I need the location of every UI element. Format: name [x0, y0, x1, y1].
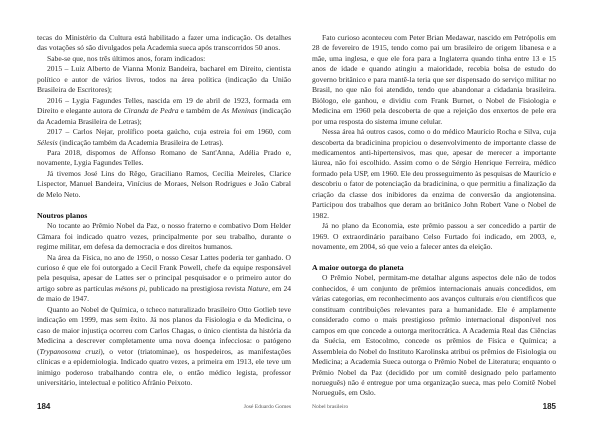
left-running-head: José Eduardo Gomes — [243, 404, 291, 410]
text-run: Sabe-se que, nos três últimos anos, foram indicados: — [47, 53, 206, 63]
italic-text: Nature — [247, 283, 269, 293]
italic-text: Trypanosoma cruzi — [39, 346, 101, 356]
paragraph — [37, 253, 291, 305]
italic-text: As Meninas — [221, 106, 258, 116]
section-heading — [37, 211, 291, 221]
right-running-head: Nobel brasileiro — [312, 404, 349, 410]
right-page-number: 185 — [542, 402, 556, 411]
text-run: , em 24 de maio de 1947. — [37, 283, 291, 304]
text-run: Para 2018, dispomos de Affonso Romano de Sant'Anna, Adélia Prado e, novamente, Lygia Fagundes Telles. — [37, 147, 291, 168]
paragraph — [37, 221, 291, 252]
text-run: e também de — [178, 106, 222, 116]
paragraph — [37, 54, 291, 64]
text-run: O Prêmio Nobel, permitam-me detalhar alguns aspectos dele não de todos conhecidos, é um conjunto de prêmios internacionais anuais concedidos, em várias categorias, em reconhecimento aos avanços culturais e/ou científicos que constituam contribuições relevantes para a humanidade. Ele é amplamente considerado como o mais prestigioso prêmio internacional disponível nos campos em que concede a outorga meritocrática. A Academia Real das Ciências da Suécia, em Estocolmo, concede os prêmios de Física e Química; a Assembleia do Nobel do Instituto Karolinska atribui os prêmios de Fisiologia ou Medicina; a Academia Sueca outorga o Prêmio Nobel de Literatura; enquanto o Prêmio Nobel da Paz (decidido por um comitê designado pelo parlamento norueguês) não é entregue por uma organização sueca, mas pelo Comitê Nobel Norueguês, em Oslo. — [312, 273, 556, 398]
text-run: Nessa área há outros casos, como o do médico Maurício Rocha e Silva, cuja descoberta da bradicinina propiciou o desenvolvimento de importante classe de medicamentos anti-hipertensivos, mas que, apesar de merecer a importante láurea, não foi escolhido. Assim como o de Sérgio Henrique Ferreira, médico formado pela USP, em 1960. Ele deu prosseguimento às pesquisas de Maurício e descobriu o fator de potenciação da bradicinina, o que permitiu a finalização da criação da classe dos inibidores da enzima de conversão da angiotensina. Participou dos trabalhos que deram ao britânico John Robert Vane o Nobel de 1982. — [312, 127, 556, 220]
text-run: 2017 – Carlos Nejar, prolífico poeta gaúcho, cuja estreia foi em 1960, com — [47, 127, 291, 137]
paragraph — [312, 221, 556, 252]
text-run: Já tivemos José Lins do Rêgo, Graciliano Ramos, Cecília Meireles, Clarice Lispector, Manuel Bandeira, Vinícius de Moraes, Nelson Rodrigues e João Cabral de Melo Neto. — [37, 168, 291, 199]
text-run: 2016 – Lygia Fagundes Telles, nascida em 19 de abril de 1923, formada em Direito e elegante autora de — [37, 95, 291, 116]
text-run: Já no plano da Economia, este prêmio passou a ser concedido a partir de 1969. O extraordinário paraibano Celso Furtado foi indicado, em 2003, e, novamente, em 2004, só que veio a falecer antes da eleição. — [312, 221, 556, 252]
italic-text: Ciranda de Pedra — [123, 106, 179, 116]
right-page-body — [312, 33, 556, 399]
paragraph — [312, 33, 556, 127]
section-heading — [312, 263, 556, 273]
text-run: Quanto ao Nobel de Química, o tcheco naturalizado brasileiro Otto Gotlieb teve indicação em 1999, mas sem êxito. Já nos planos da Fisiologia e da Medicina, o caso de maior injustiça ocorreu com Carlos Chagas, o único cientista da história da Medicina a descrever completamente uma nova doença infecciosa: o patógeno ( — [37, 304, 291, 356]
text-run: 2015 – Luiz Alberto de Vianna Moniz Bandeira, bacharel em Direito, cientista político e autor de vários livros, todos na área política (indicação da União Brasileira de Escritores); — [37, 64, 291, 95]
text-run: Na área da Física, no ano de 1950, o nosso Cesar Lattes poderia ter ganhado. O curioso é que ele foi outorgado a Cecil Frank Powell, chefe da equipe responsável pela pesquisa, apesar de Lattes ser o principal pesquisador e o primeiro autor do artigo sobre as partículas — [37, 252, 291, 293]
italic-text: mésons pi — [115, 283, 146, 293]
text-run: A maior outorga do planeta — [312, 263, 404, 273]
left-page-body — [37, 33, 291, 388]
paragraph — [37, 169, 291, 200]
text-run: tecas do Ministério da Cultura está habilitado a fazer uma indicação. Os detalhes das votações só são divulgados pela Academia sueca após transcorridos 50 anos. — [37, 33, 291, 53]
text-run: (indicação também da Academia Brasileira de Letras). — [57, 137, 224, 147]
paragraph — [37, 148, 291, 169]
paragraph — [312, 127, 556, 221]
paragraph — [37, 96, 291, 127]
left-page-number: 184 — [37, 402, 51, 411]
paragraph — [312, 273, 556, 398]
paragraph — [37, 305, 291, 389]
text-run: No tocante ao Prêmio Nobel da Paz, o nosso fraterno e combativo Dom Helder Câmara foi indicado quatro vezes, principalmente por seu trabalho, durante o regime militar, em defesa da democracia e dos direitos humanos. — [37, 221, 291, 252]
text-run: (indicação da Academia Brasileira de Letras); — [37, 106, 291, 126]
paragraph — [37, 64, 291, 95]
text-run: Fato curioso aconteceu com Peter Brian Medawar, nascido em Petrópolis em 28 de fevereiro de 1915, tendo como pai um brasileiro de origem libanesa e a mãe, uma inglesa, e que ele fora para a Inglaterra quando tinha entre 13 e 15 anos de idade e quando atingiu a maioridade, recebia bolsa de estudo do governo britânico e para mantê-la teria que ser dispensado do serviço militar no Brasil, no que não foi atendido, tendo que abandonar a cidadania brasileira. Biólogo, ele ganhou, e dividiu com Frank Burnet, o Nobel de Fisiologia e Medicina em 1960 pela descoberta de que a rejeição dos enxertos de pele era por uma resposta do sistema imune celular. — [312, 33, 556, 126]
text-run: , publicado na prestigiosa revista — [145, 283, 248, 293]
italic-text: Sélesis — [37, 137, 58, 147]
paragraph — [37, 33, 291, 54]
paragraph — [37, 127, 291, 148]
text-run: ), o vetor (triatominae), os hospedeiros, as manifestações clínicas e a epidemiologia. Indicado quatro vezes, a primeira em 1913, ele teve um inimigo poderoso trabalhando contra ele, o então médico legista, professor universitário, intelectual e político Afrânio Peixoto. — [37, 346, 291, 387]
text-run: Noutros planos — [37, 210, 88, 220]
